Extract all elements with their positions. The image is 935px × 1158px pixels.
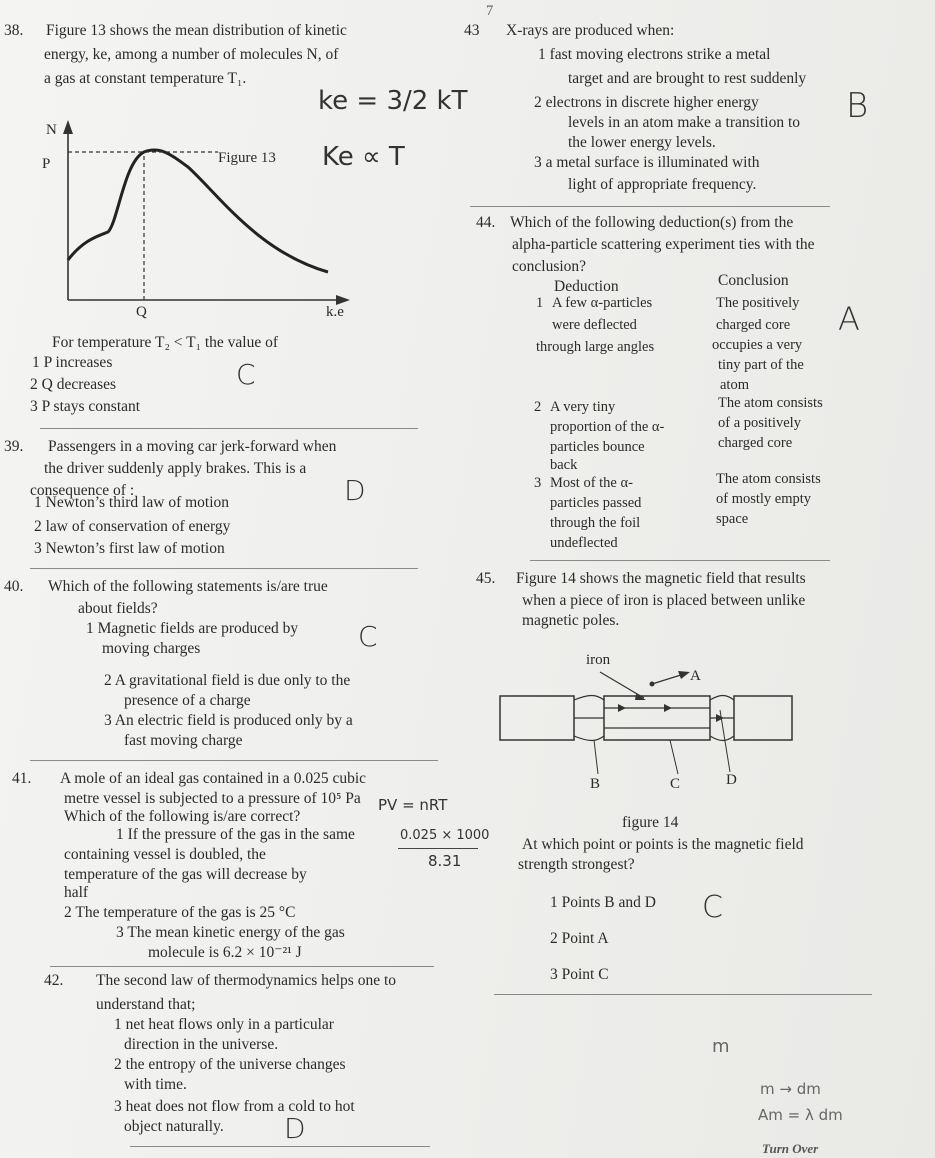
q39-option-2: 2 law of conservation of energy	[34, 518, 231, 535]
q44-row3-deduction-4: undeflected	[550, 535, 618, 551]
q44-row1-conclusion-2: charged core	[716, 317, 791, 333]
q44-row2-deduction-3: particles bounce	[550, 439, 645, 455]
q44-row3-conclusion-3: space	[716, 511, 749, 527]
divider	[40, 428, 418, 429]
q42-option-1-cont: direction in the universe.	[124, 1036, 279, 1053]
divider	[50, 966, 434, 967]
q39-number: 39.	[4, 438, 24, 455]
q39-stem-line-2: the driver suddenly apply brakes. This is a	[44, 460, 307, 477]
q40-number: 40.	[4, 578, 24, 595]
q44-stem-line-3: conclusion?	[512, 258, 587, 275]
q44-row3-number: 3	[534, 475, 542, 491]
q42-answer: D	[284, 1112, 306, 1145]
q39-stem-line-1: Passengers in a moving car jerk-forward when	[48, 438, 337, 455]
q40-option-1-cont: moving charges	[102, 640, 201, 657]
q43-number: 43	[464, 22, 480, 39]
q45-stem-line-1: Figure 14 shows the magnetic field that results	[516, 570, 806, 587]
q44-row2-conclusion-3: charged core	[718, 435, 793, 451]
q41-stem-line-3: Which of the following is/are correct?	[64, 808, 301, 825]
fig13-axis-x: k.e	[326, 304, 344, 320]
fig13-point-q: Q	[136, 304, 147, 320]
divider	[130, 1146, 430, 1147]
q45-option-1: 1 Points B and D	[550, 894, 656, 911]
q43-option-3-cont: light of appropriate frequency.	[568, 176, 757, 193]
q40-option-2-cont: presence of a charge	[124, 692, 251, 709]
q44-row2-deduction-4: back	[550, 457, 578, 473]
q42-stem-line-2: understand that;	[96, 996, 196, 1013]
q43-answer: B	[846, 86, 869, 126]
footer-note-3: Am = λ dm	[758, 1106, 843, 1124]
fig13-label: Figure 13	[218, 150, 276, 166]
q38-note-1: ke = 3/2 kT	[318, 86, 468, 116]
divider	[470, 206, 830, 207]
q41-stem-line-1: A mole of an ideal gas contained in a 0.025 cubic	[60, 770, 367, 787]
q44-row1-number: 1	[536, 295, 544, 311]
divider	[30, 568, 418, 569]
q41-option-3: 3 The mean kinetic energy of the gas	[116, 924, 345, 941]
q44-stem-line-2: alpha-particle scattering experiment ties with the	[512, 236, 815, 253]
q40-option-2: 2 A gravitational field is due only to the	[104, 672, 351, 689]
q44-number: 44.	[476, 214, 496, 231]
footer-note-1: m	[712, 1036, 730, 1057]
q45-stem-line-2: when a piece of iron is placed between unlike	[522, 592, 806, 609]
q42-option-1: 1 net heat flows only in a particular	[114, 1016, 334, 1033]
q41-note-1: PV = nRT	[378, 796, 448, 814]
q44-stem-line-1: Which of the following deduction(s) from the	[510, 214, 794, 231]
q40-option-1: 1 Magnetic fields are produced by	[86, 620, 299, 637]
page-number: 7	[486, 3, 494, 19]
q41-option-1-cont-c: half	[64, 884, 89, 901]
q44-row1-conclusion-5: atom	[720, 377, 749, 393]
q38-option-3: 3 P stays constant	[30, 398, 141, 415]
q44-row2-conclusion-2: of a positively	[718, 415, 801, 431]
figure-13	[28, 112, 358, 332]
q42-stem-line-1: The second law of thermodynamics helps one to	[96, 972, 397, 989]
q41-option-2: 2 The temperature of the gas is 25 °C	[64, 904, 296, 921]
q44-row2-number: 2	[534, 399, 542, 415]
q44-row1-conclusion-3: occupies a very	[712, 337, 803, 353]
q41-stem-line-2: metre vessel is subjected to a pressure of 10⁵ Pa	[64, 790, 361, 807]
q41-note-2: 0.025 × 1000	[400, 828, 490, 843]
q45-option-2: 2 Point A	[550, 930, 609, 947]
q44-row2-deduction-1: A very tiny	[550, 399, 616, 415]
q44-row1-deduction-3: through large angles	[536, 339, 655, 355]
q44-row2-conclusion-1: The atom consists	[718, 395, 823, 411]
q45-option-3: 3 Point C	[550, 966, 609, 983]
fig14-caption: figure 14	[622, 814, 679, 831]
q44-row3-deduction-1: Most of the α-	[550, 475, 633, 491]
fraction-bar	[398, 848, 478, 849]
q44-col-deduction: Deduction	[554, 278, 619, 295]
q44-row2-deduction-2: proportion of the α-	[550, 419, 665, 435]
fig14-label-c: C	[670, 776, 681, 792]
q43-option-2-cont-a: levels in an atom make a transition to	[568, 114, 801, 131]
q38-stem-line-1: Figure 13 shows the mean distribution of kinetic	[46, 22, 347, 39]
q41-option-1: 1 If the pressure of the gas in the same	[116, 826, 355, 843]
q44-answer: A	[838, 300, 860, 338]
q44-row3-deduction-2: particles passed	[550, 495, 642, 511]
q44-row1-conclusion-4: tiny part of the	[718, 357, 804, 373]
q39-option-1: 1 Newton’s third law of motion	[34, 494, 230, 511]
q38-note-2: Ke ∝ T	[322, 142, 405, 172]
q45-answer: C	[702, 890, 723, 925]
q41-option-1-cont-b: temperature of the gas will decrease by	[64, 866, 307, 883]
q38-option-2: 2 Q decreases	[30, 376, 117, 393]
q45-question-line-2: strength strongest?	[518, 856, 635, 873]
q38-answer: C	[236, 358, 256, 391]
q44-row3-conclusion-1: The atom consists	[716, 471, 821, 487]
footer-note-2: m → dm	[760, 1080, 821, 1098]
q42-option-3: 3 heat does not flow from a cold to hot	[114, 1098, 355, 1115]
q40-stem-line-2: about fields?	[78, 600, 158, 617]
q42-option-2: 2 the entropy of the universe changes	[114, 1056, 346, 1073]
q41-note-3: 8.31	[428, 852, 462, 870]
turn-over: Turn Over	[762, 1141, 819, 1156]
fig14-label-b: B	[590, 776, 601, 792]
q43-option-2: 2 electrons in discrete higher energy	[534, 94, 759, 111]
q41-option-1-cont-a: containing vessel is doubled, the	[64, 846, 266, 863]
q40-stem-line-1: Which of the following statements is/are true	[48, 578, 328, 595]
q44-col-conclusion: Conclusion	[718, 272, 789, 289]
fig14-label-iron: iron	[586, 652, 611, 668]
divider	[494, 994, 872, 995]
q39-stem-line-3: consequence of :	[30, 482, 135, 499]
q38-option-1: 1 P increases	[32, 354, 113, 371]
q43-stem: X-rays are produced when:	[506, 22, 675, 39]
q45-question-line-1: At which point or points is the magnetic field	[522, 836, 804, 853]
fig13-axis-y: N	[46, 122, 57, 138]
q39-option-3: 3 Newton’s first law of motion	[34, 540, 225, 557]
q44-row1-deduction-1: A few α-particles	[552, 295, 653, 311]
q45-stem-line-3: magnetic poles.	[522, 612, 620, 629]
fig13-tick-p: P	[42, 156, 51, 172]
fig14-label-d: D	[726, 772, 737, 788]
q42-option-2-cont: with time.	[124, 1076, 187, 1093]
q43-option-3: 3 a metal surface is illuminated with	[534, 154, 760, 171]
divider	[530, 560, 830, 561]
q44-row3-deduction-3: through the foil	[550, 515, 641, 531]
q41-option-3-cont: molecule is 6.2 × 10⁻²¹ J	[148, 944, 302, 961]
q42-option-3-cont: object naturally.	[124, 1118, 224, 1135]
q41-number: 41.	[12, 770, 32, 787]
q38-number: 38.	[4, 22, 24, 39]
q44-row1-conclusion-1: The positively	[716, 295, 800, 311]
q40-answer: C	[358, 620, 378, 653]
q40-option-3: 3 An electric field is produced only by a	[104, 712, 353, 729]
q43-option-2-cont-b: the lower energy levels.	[568, 134, 716, 151]
q44-row1-deduction-2: were deflected	[552, 317, 637, 333]
q40-option-3-cont: fast moving charge	[124, 732, 243, 749]
q43-option-1: 1 fast moving electrons strike a metal	[538, 46, 771, 63]
q39-answer: D	[344, 474, 366, 507]
divider	[30, 760, 438, 761]
q43-option-1-cont: target and are brought to rest suddenly	[568, 70, 807, 87]
q38-stem-line-3: a gas at constant temperature T₁.	[44, 70, 247, 87]
q45-number: 45.	[476, 570, 496, 587]
q38-question: For temperature T₂ < T₁ the value of	[52, 334, 279, 351]
figure-14	[494, 644, 794, 794]
q44-row3-conclusion-2: of mostly empty	[716, 491, 812, 507]
fig14-label-a: A	[690, 668, 701, 684]
q38-stem-line-2: energy, ke, among a number of molecules N, of	[44, 46, 339, 63]
q42-number: 42.	[44, 972, 64, 989]
